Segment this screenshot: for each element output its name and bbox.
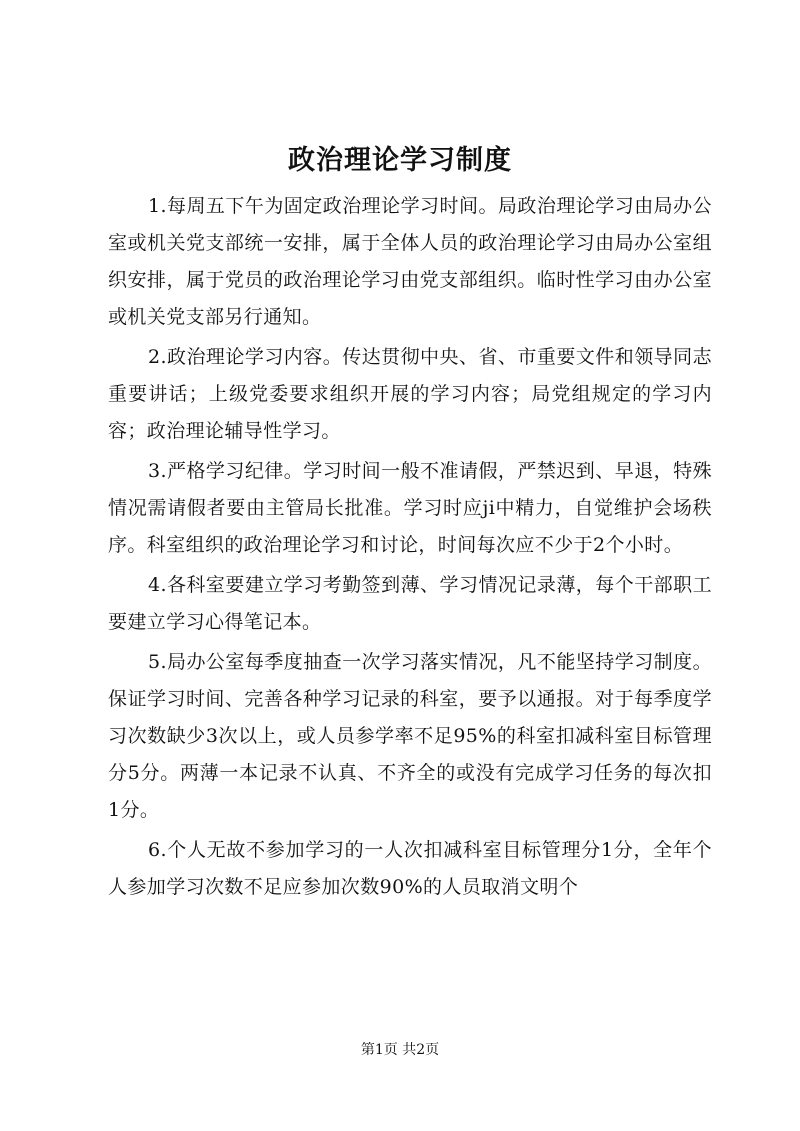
paragraph-2: 2.政治理论学习内容。传达贯彻中央、省、市重要文件和领导同志重要讲话；上级党委要求组织开展的学习内容；局党组规定的学习内容；政治理论辅导性学习。 [108,346,712,442]
paragraph-3: 3.严格学习纪律。学习时间一般不准请假，严禁迟到、早退，特殊情况需请假者要由主管局长批准。学习时应ji中精力，自觉维护会场秩序。科室组织的政治理论学习和讨论，时间每次应不少于2个小时。 [108,460,712,556]
paragraph-5: 5.局办公室每季度抽查一次学习落实情况，凡不能坚持学习制度。保证学习时间、完善各种学习记录的科室，要予以通报。对于每季度学习次数缺少3次以上，或人员参学率不足95%的科室扣减科室目标管理分5分。两薄一本记录不认真、不齐全的或没有完成学习任务的每次扣1分。 [108,651,712,821]
document-body [108,188,712,909]
paragraph-1: 1.每周五下午为固定政治理论学习时间。局政治理论学习由局办公室或机关党支部统一安排，属于全体人员的政治理论学习由局办公室组织安排，属于党员的政治理论学习由党支部组织。临时性学习由办公室或机关党支部另行通知。 [108,195,712,328]
page-number-footer: 第1页 共2页 [360,1042,440,1058]
paragraph-4: 4.各科室要建立学习考勤签到薄、学习情况记录薄，每个干部职工要建立学习心得笔记本。 [108,574,712,633]
document-title: 政治理论学习制度 [288,145,512,176]
paragraph-6: 6.个人无故不参加学习的一人次扣减科室目标管理分1分，全年个人参加学习次数不足应参加次数90%的人员取消文明个 [108,839,712,898]
